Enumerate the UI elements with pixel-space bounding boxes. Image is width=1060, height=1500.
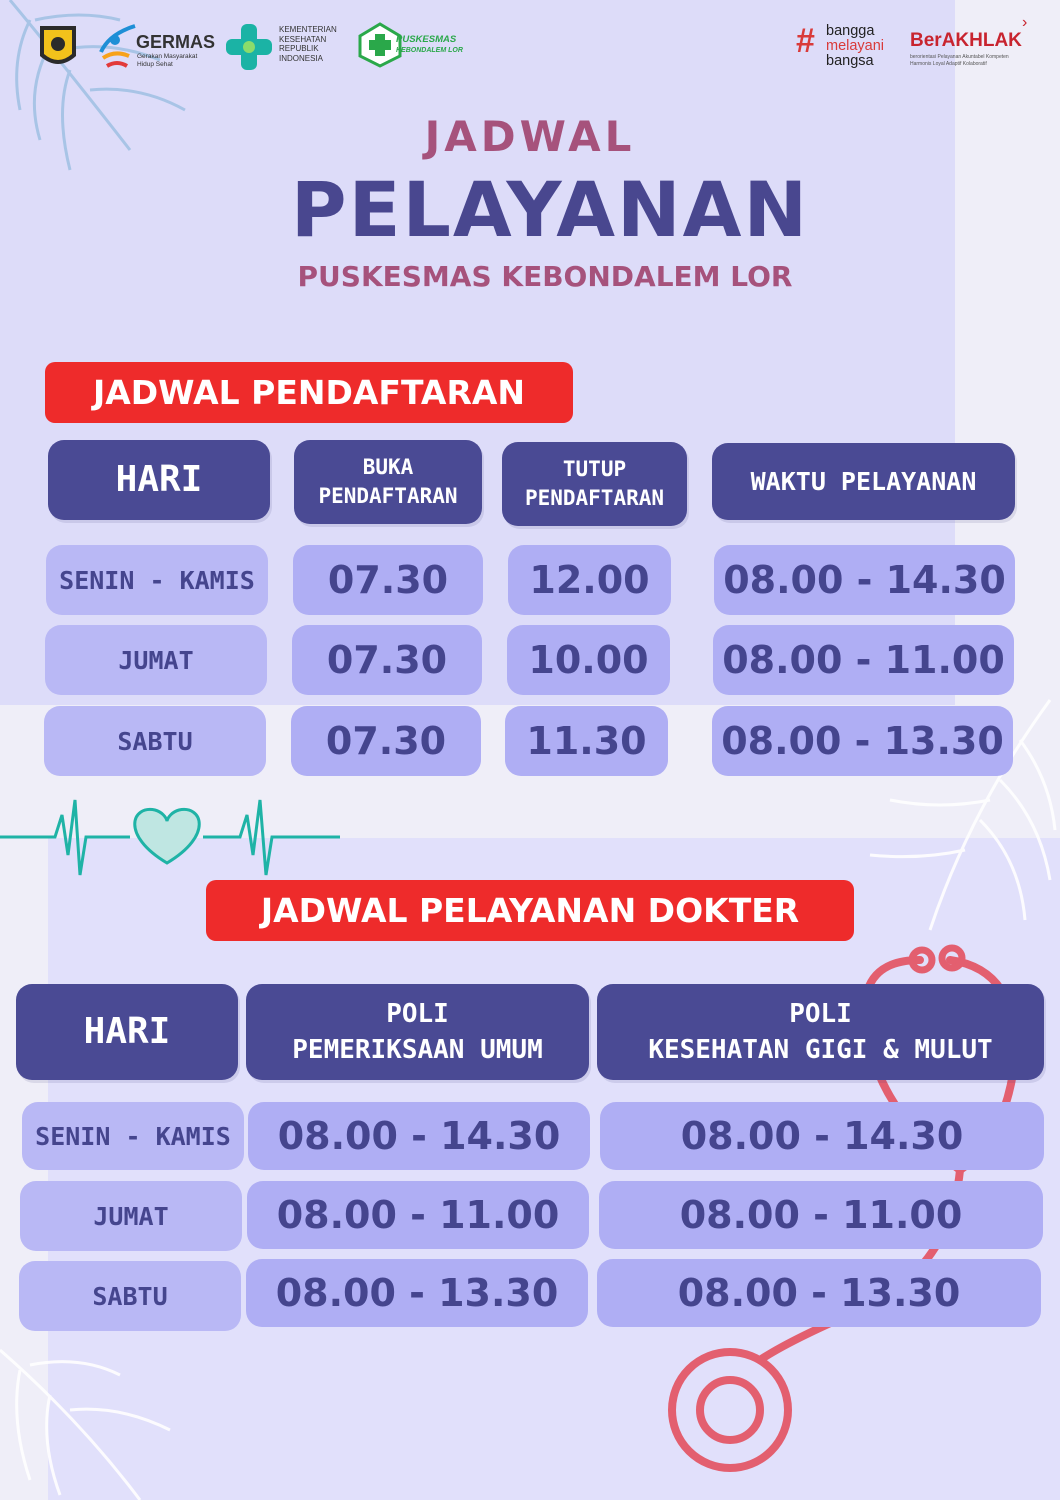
kemenkes-logo-text [279,25,337,63]
header-line: TUTUP [562,456,627,481]
doctor-general-cell: 08.00 - 14.30 [248,1102,590,1170]
registration-service-cell: 08.00 - 14.30 [714,545,1015,615]
header-line: PENDAFTARAN [524,486,665,510]
doctor-dental-cell: 08.00 - 13.30 [597,1259,1041,1327]
registration-header-service: WAKTU PELAYANAN [712,443,1015,520]
kemenkes-icon [225,22,273,72]
registration-service-cell: 08.00 - 13.30 [712,706,1013,776]
registration-open-cell: 07.30 [293,545,483,615]
registration-day-cell: JUMAT [45,625,267,695]
registration-close-cell: 10.00 [507,625,670,695]
doctor-dental-cell: 08.00 - 11.00 [599,1181,1043,1249]
doctor-section-title: JADWAL PELAYANAN DOKTER [206,880,854,941]
berakhlak-logo: BerAKHLAK [910,30,1022,51]
berakhlak-tagline-line: berorientasi Pelayanan Akuntabel Kompeten [910,54,1009,60]
doctor-day-cell: JUMAT [20,1181,242,1251]
doctor-general-cell: 08.00 - 11.00 [247,1181,589,1249]
registration-close-cell: 11.30 [505,706,668,776]
doctor-header-day: HARI [16,984,238,1080]
kemenkes-line: REPUBLIK [279,44,319,53]
hashtag-icon: # [796,22,815,60]
page-subtitle: PUSKESMAS KEBONDALEM LOR [297,260,793,293]
kemenkes-line: KESEHATAN [279,34,327,44]
kemenkes-line: INDONESIA [279,53,324,63]
puskesmas-line: PUSKESMAS [396,34,457,45]
bangga-melayani-bangsa-logo [826,24,884,69]
berakhlak-tagline [910,54,1035,67]
registration-service-cell: 08.00 - 11.00 [713,625,1014,695]
header-line: POLI [386,998,449,1029]
germas-logo-text: GERMAS [136,32,216,52]
header-line: BUKA [362,454,414,479]
header-line: PEMERIKSAAN UMUM [292,1035,543,1065]
doctor-header-dental [597,984,1044,1080]
heartbeat-decoration [0,795,345,880]
leaf-decoration-bottom-left [0,1330,200,1500]
bangga-line: bangsa [826,53,874,69]
registration-header-close [502,442,687,526]
germas-icon [95,22,139,72]
registration-day-cell: SENIN - KAMIS [46,545,268,615]
registration-open-cell: 07.30 [291,706,481,776]
doctor-general-cell: 08.00 - 13.30 [246,1259,588,1327]
doctor-day-cell: SABTU [19,1261,241,1331]
bangga-line: melayani [826,38,885,54]
header-line: POLI [789,998,852,1029]
registration-header-open [294,440,482,524]
berakhlak-tagline-line: Harmonis Loyal Adaptif Kolaboratif [910,60,987,67]
chevron-right-icon: › [1022,14,1028,31]
title-pelayanan: PELAYANAN [290,165,810,254]
doctor-day-cell: SENIN - KAMIS [22,1102,244,1170]
puskesmas-logo-text [396,34,478,56]
registration-day-cell: SABTU [44,706,266,776]
title-jadwal: JADWAL [424,112,636,161]
kemenkes-line: KEMENTERIAN [279,25,337,34]
registration-open-cell: 07.30 [292,625,482,695]
registration-close-cell: 12.00 [508,545,671,615]
puskesmas-line: KEBONDALEM LOR [396,47,463,54]
doctor-dental-cell: 08.00 - 14.30 [600,1102,1044,1170]
registration-header-day: HARI [48,440,270,520]
header-line: PENDAFTARAN [318,484,458,508]
germas-tagline: Gerakan Masyarakat Hidup Sehat [137,53,198,68]
registration-section-title: JADWAL PENDAFTARAN [45,362,573,423]
regency-emblem-logo [36,22,80,74]
doctor-header-general [246,984,589,1080]
bangga-line: bangga [826,23,875,39]
header-line: KESEHATAN GIGI & MULUT [648,1035,993,1065]
